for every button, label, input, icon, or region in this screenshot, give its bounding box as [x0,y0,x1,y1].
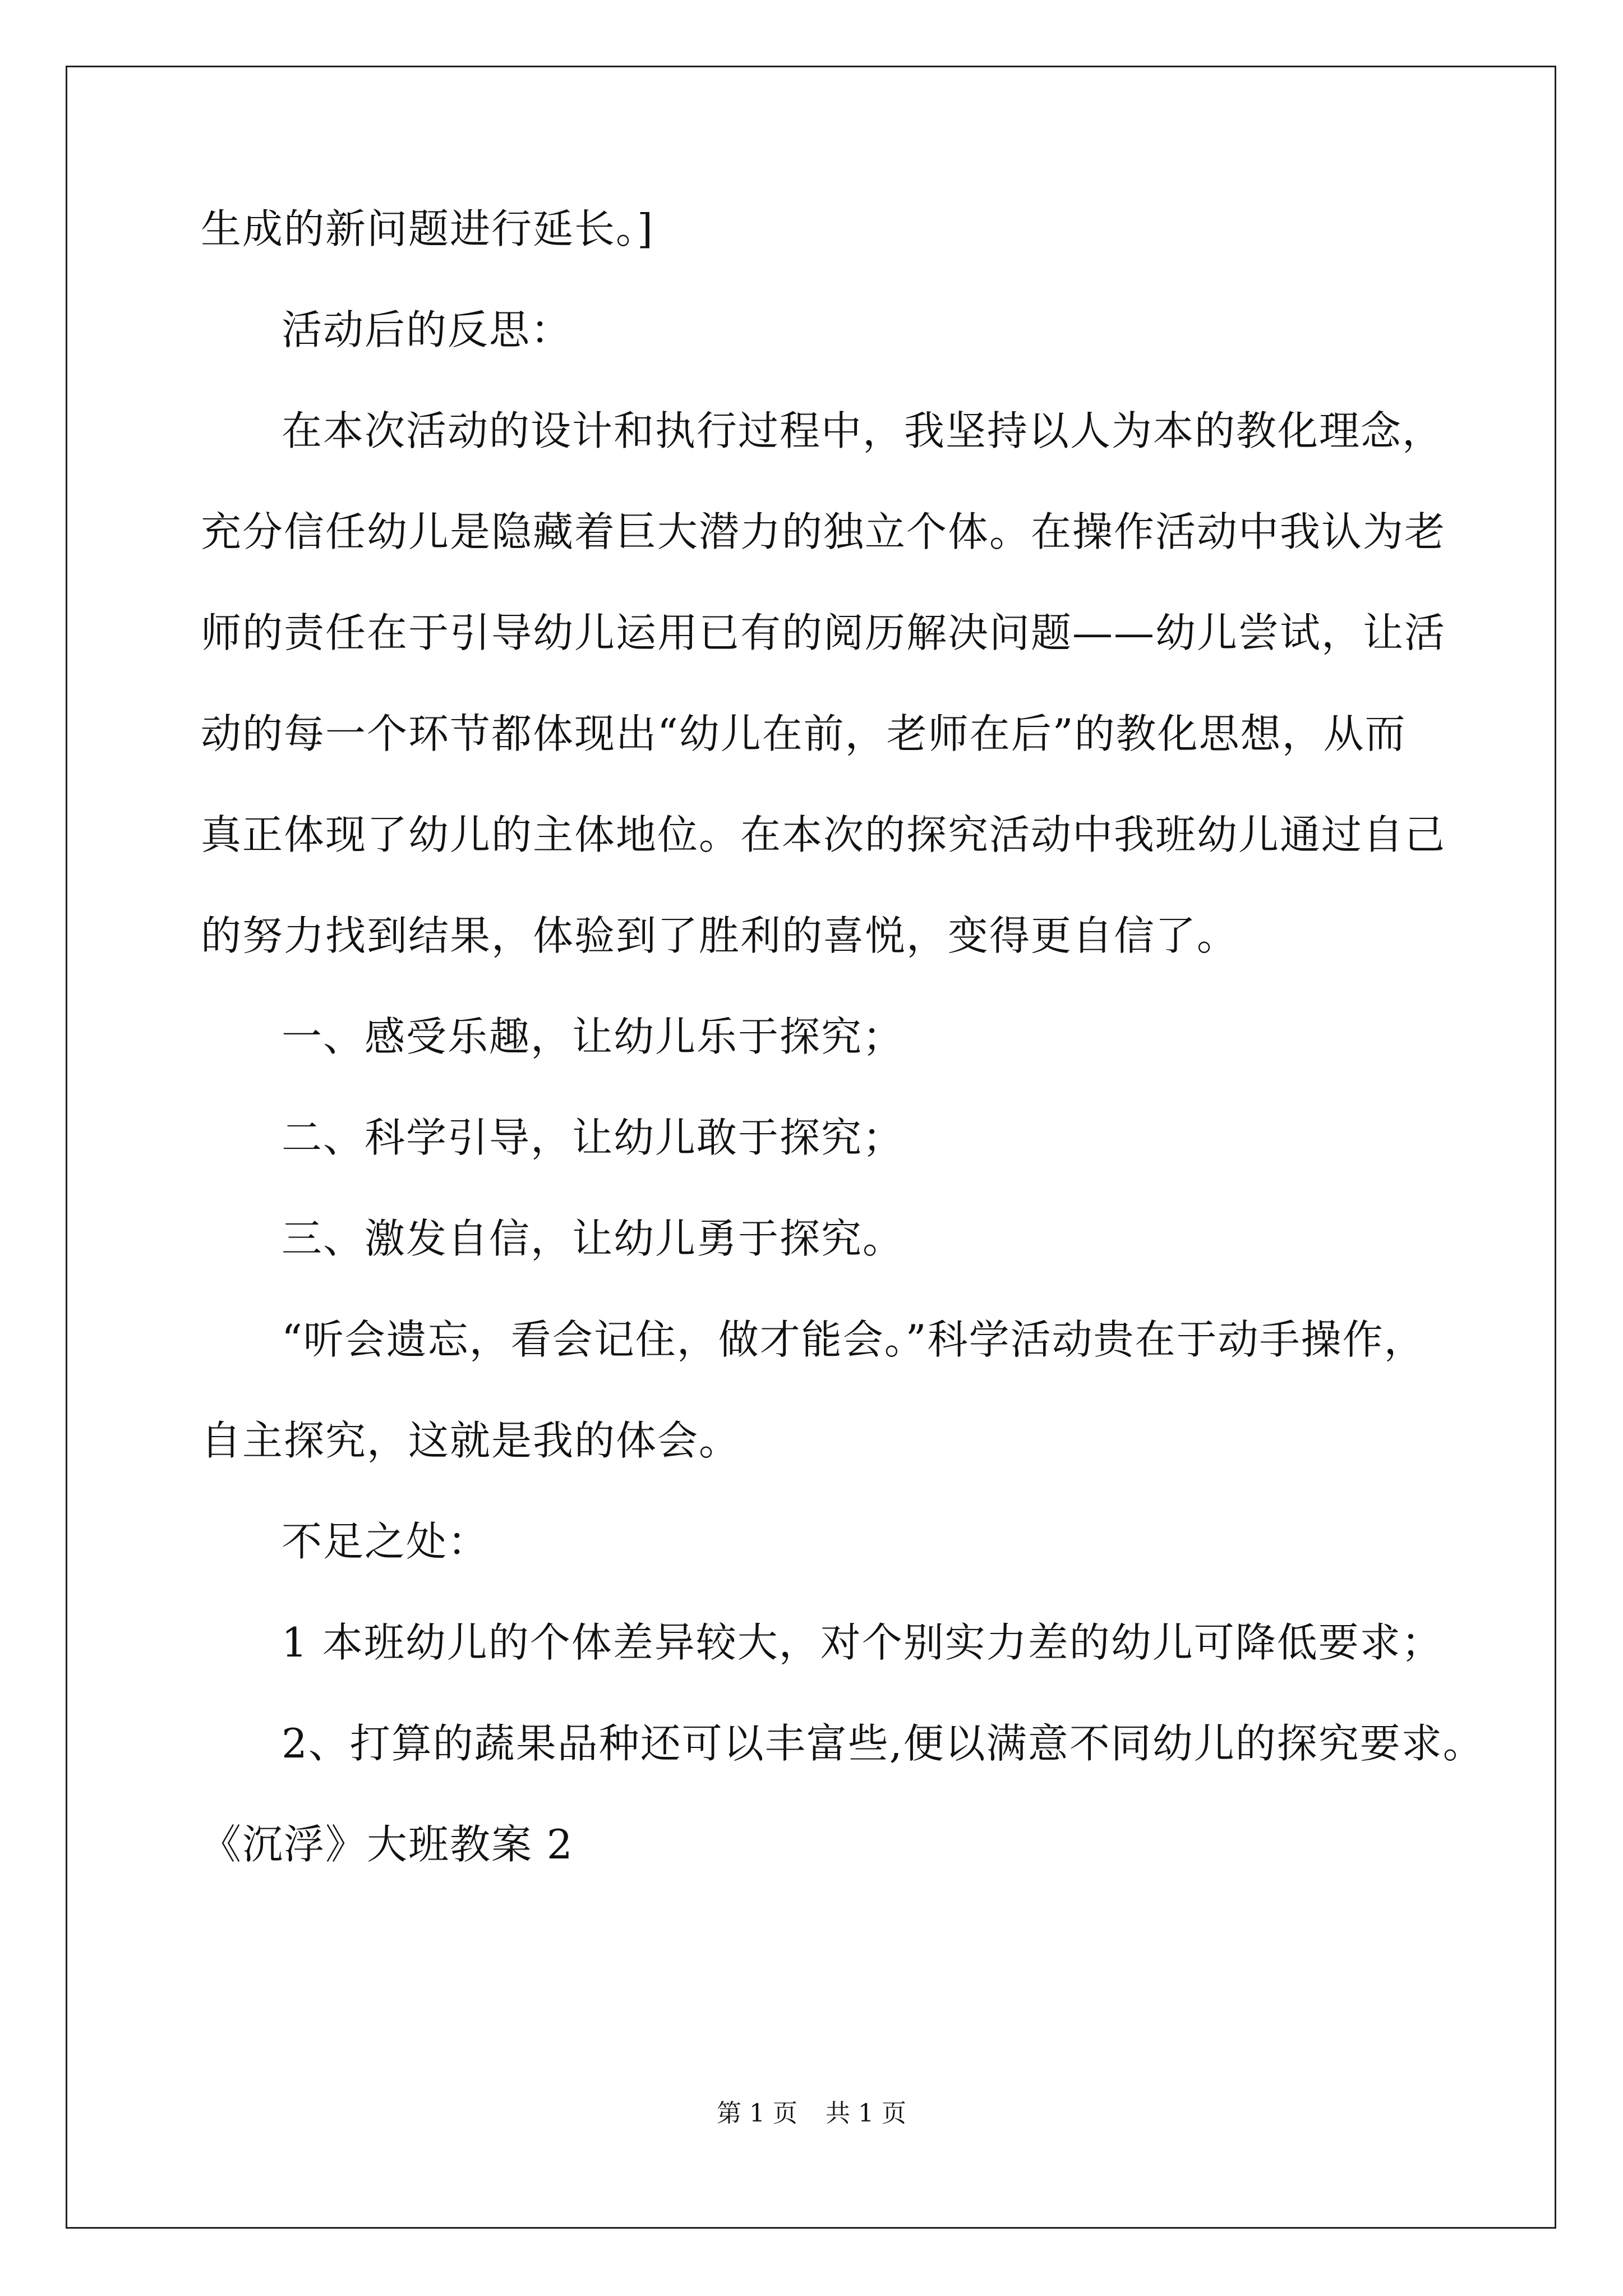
text-line: 师的责任在于引导幼儿运用已有的阅历解决问题——幼儿尝试，让活 [201,609,1446,656]
page-number: 第 1 页 [717,2099,797,2128]
text-line: 自主探究，这就是我的体会。 [201,1417,741,1464]
text-line: 的努力找到结果，体验到了胜利的喜悦，变得更自信了。 [201,912,1239,959]
document-title-next: 《沉浮》大班教案 2 [201,1821,574,1868]
list-item: 1 本班幼儿的个体差异较大，对个别实力差的幼儿可降低要求； [282,1619,1443,1666]
text-line: 在本次活动的设计和执行过程中，我坚持以人为本的教化理念， [282,407,1444,454]
page-total: 共 1 页 [826,2099,906,2128]
text-line: 生成的新问题进行延长。] [201,205,654,252]
section-heading-reflection: 活动后的反思： [282,306,573,353]
list-item: 一、感受乐趣，让幼儿乐于探究； [282,1013,905,1060]
list-item: 二、科学引导，让幼儿敢于探究； [282,1114,905,1161]
list-item: 三、激发自信，让幼儿勇于探究。 [282,1215,905,1262]
text-line: “听会遗忘，看会记住，做才能会。”科学活动贵在于动手操作， [282,1316,1426,1363]
text-line: 充分信任幼儿是隐藏着巨大潜力的独立个体。在操作活动中我认为老 [201,508,1446,555]
page-footer [0,2097,1623,2131]
text-line: 真正体现了幼儿的主体地位。在本次的探究活动中我班幼儿通过自己 [201,811,1446,858]
text-line: 动的每一个环节都体现出“幼儿在前，老师在后”的教化思想，从而 [201,710,1407,757]
list-item: 2、打算的蔬果品种还可以丰富些,便以满意不同幼儿的探究要求。 [282,1720,1484,1767]
section-heading-shortcomings: 不足之处： [282,1518,490,1565]
